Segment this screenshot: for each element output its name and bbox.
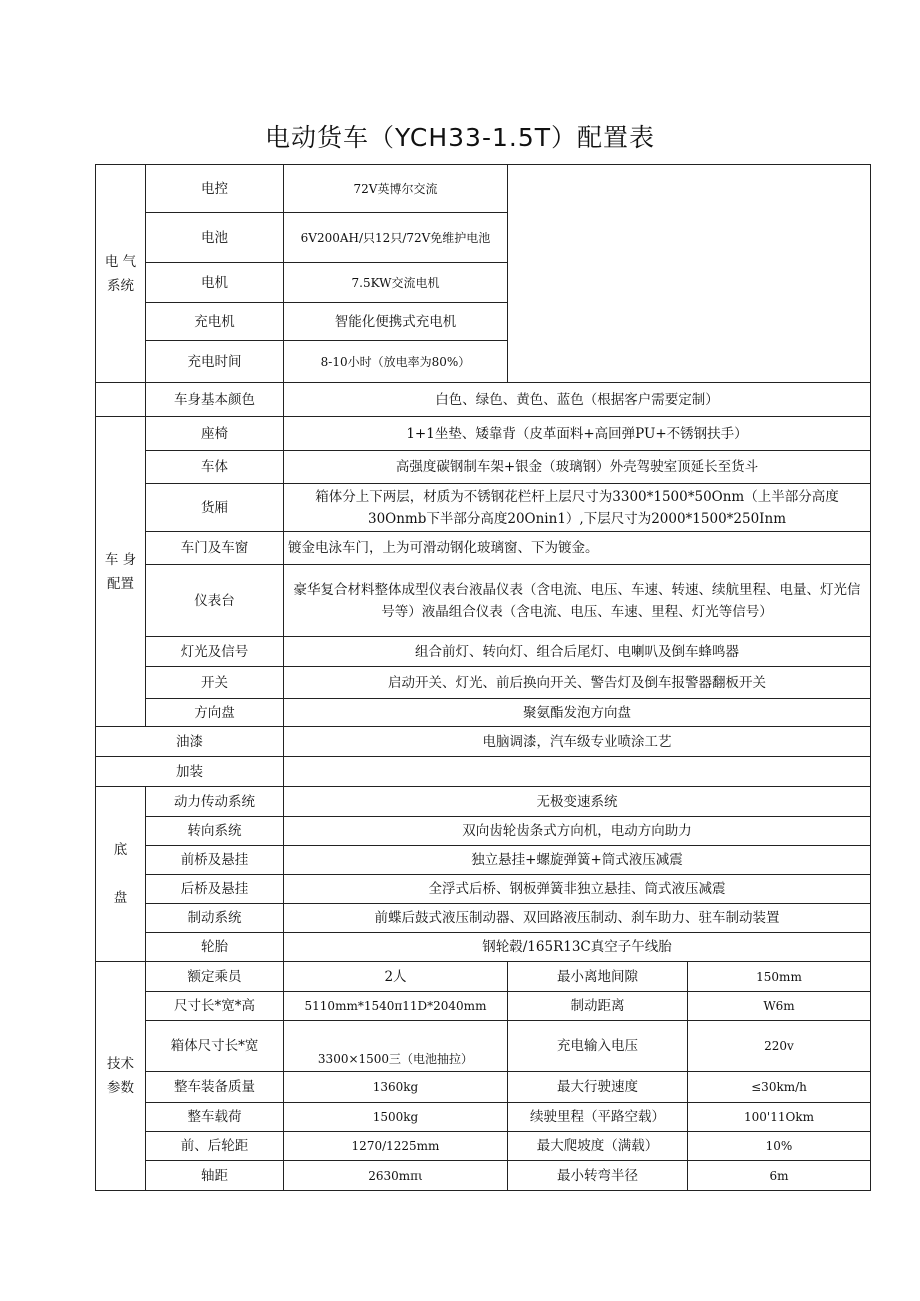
row-value	[284, 757, 871, 787]
empty-cell	[96, 383, 146, 417]
spec-value: 1270/1225mm	[284, 1132, 508, 1161]
spec-value: 100'11Okm	[688, 1103, 871, 1132]
row-label: 货厢	[146, 484, 284, 532]
row-value: 前蝶后鼓式液压制动器、双回路液压制动、刹车助力、驻车制动装置	[284, 904, 871, 933]
spec-label: 最大爬坡度（满载）	[508, 1132, 688, 1161]
config-table	[95, 164, 871, 1191]
spec-label: 充电输入电压	[508, 1021, 688, 1072]
row-label: 座椅	[146, 417, 284, 451]
row-label: 电控	[146, 165, 284, 213]
row-value: 钢轮毂/165R13C真空子午线胎	[284, 933, 871, 962]
spec-label: 最小离地间隙	[508, 962, 688, 992]
row-label: 灯光及信号	[146, 637, 284, 667]
blank-area	[508, 165, 871, 383]
spec-value: W6m	[688, 992, 871, 1021]
spec-value: 2630mπι	[284, 1161, 508, 1191]
row-value: 镀金电泳车门，上为可滑动钢化玻璃窗、下为镀金。	[284, 532, 871, 565]
spec-label: 前、后轮距	[146, 1132, 284, 1161]
row-value: 双向齿轮齿条式方向机，电动方向助力	[284, 817, 871, 846]
spec-label: 制动距离	[508, 992, 688, 1021]
row-label: 动力传动系统	[146, 787, 284, 817]
row-value: 智能化便携式充电机	[284, 303, 508, 341]
category-body: 车 身 配置	[96, 417, 146, 727]
row-label: 制动系统	[146, 904, 284, 933]
row-label: 车身基本颜色	[146, 383, 284, 417]
spec-value: 220v	[688, 1021, 871, 1072]
row-label: 方向盘	[146, 699, 284, 727]
row-label: 开关	[146, 667, 284, 699]
row-value: 全浮式后桥、钢板弹簧非独立悬挂、筒式液压减震	[284, 875, 871, 904]
row-value: 启动开关、灯光、前后换向开关、警告灯及倒车报警器翻板开关	[284, 667, 871, 699]
row-value: 6V200AH/只12只/72V免维护电池	[284, 213, 508, 263]
spec-value: 150mm	[688, 962, 871, 992]
spec-value: 3300×1500三（电池抽拉）	[284, 1021, 508, 1072]
row-label: 车体	[146, 451, 284, 484]
row-value: 高强度碳钢制车架+银金（玻璃钢）外壳驾驶室顶延长至货斗	[284, 451, 871, 484]
spec-value: 10%	[688, 1132, 871, 1161]
row-value: 独立悬挂+螺旋弹簧+筒式液压减震	[284, 846, 871, 875]
row-label: 充电机	[146, 303, 284, 341]
row-label: 轮胎	[146, 933, 284, 962]
spec-value: 1360kg	[284, 1072, 508, 1103]
spec-label: 整车装备质量	[146, 1072, 284, 1103]
page-title: 电动货车（YCH33-1.5T）配置表	[264, 123, 656, 152]
row-label: 仪表台	[146, 565, 284, 637]
row-value: 白色、绿色、黄色、蓝色（根据客户需要定制）	[284, 383, 871, 417]
category-chassis: 底 盘	[96, 787, 146, 962]
row-label: 前桥及悬挂	[146, 846, 284, 875]
spec-value: ≤30km/h	[688, 1072, 871, 1103]
spec-label: 续驶里程（平路空载）	[508, 1103, 688, 1132]
spec-label: 最大行驶速度	[508, 1072, 688, 1103]
row-label: 充电时间	[146, 341, 284, 383]
row-label: 车门及车窗	[146, 532, 284, 565]
spec-label: 最小转弯半径	[508, 1161, 688, 1191]
spec-value: 1500kg	[284, 1103, 508, 1132]
category-electrical: 电 气 系统	[96, 165, 146, 383]
category-tech: 技术 参数	[96, 962, 146, 1191]
spec-value: 5110mm*1540π11D*2040mm	[284, 992, 508, 1021]
row-value: 豪华复合材料整体成型仪表台液晶仪表（含电流、电压、车速、转速、续航里程、电量、灯光信号等）液晶组合仪表（含电流、电压、车速、里程、灯光等信号）	[284, 565, 871, 637]
row-label: 加装	[96, 757, 284, 787]
row-value: 组合前灯、转向灯、组合后尾灯、电喇叭及倒车蜂鸣器	[284, 637, 871, 667]
row-value: 无极变速系统	[284, 787, 871, 817]
row-label: 后桥及悬挂	[146, 875, 284, 904]
row-value: 箱体分上下两层，材质为不锈钢花栏杆上层尺寸为3300*1500*50Onm（上半部分高度30Onmb下半部分高度20Onin1）,下层尺寸为2000*1500*250Inm	[284, 484, 871, 532]
row-label: 转向系统	[146, 817, 284, 846]
spec-label: 箱体尺寸长*宽	[146, 1021, 284, 1072]
row-label: 电池	[146, 213, 284, 263]
row-value: 聚氨酯发泡方向盘	[284, 699, 871, 727]
spec-value: 6m	[688, 1161, 871, 1191]
row-value: 8-10小时（放电率为80%）	[284, 341, 508, 383]
spec-label: 额定乘员	[146, 962, 284, 992]
row-label: 油漆	[96, 727, 284, 757]
spec-label: 整车载荷	[146, 1103, 284, 1132]
row-label: 电机	[146, 263, 284, 303]
spec-label: 尺寸长*宽*高	[146, 992, 284, 1021]
row-value: 1+1坐垫、矮靠背（皮革面料+高回弹PU+不锈钢扶手）	[284, 417, 871, 451]
row-value: 电脑调漆，汽车级专业喷涂工艺	[284, 727, 871, 757]
spec-label: 轴距	[146, 1161, 284, 1191]
spec-value: 2人	[284, 962, 508, 992]
row-value: 7.5KW交流电机	[284, 263, 508, 303]
row-value: 72V英博尔交流	[284, 165, 508, 213]
